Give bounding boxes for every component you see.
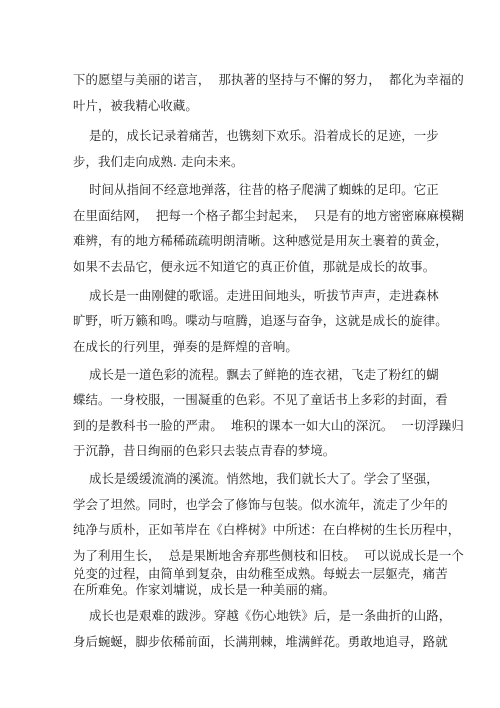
text-line: 叶片，被我精心收藏。 — [73, 98, 198, 113]
text-line: 难辨，有的地方稀稀疏疏明朗清晰。这种感觉是用灰土裹着的黄金， — [73, 233, 448, 248]
text-line: 成长是一道色彩的流程。飘去了鲜艳的连衣裙，飞走了粉红的蝴 — [89, 367, 439, 382]
text-line: 为了利用生长， 总是果断地舍弃那些侧枝和旧枝。 可以说成长是一个 — [73, 548, 464, 563]
text-line: 在里面结网， 把每一个格子都尘封起来， 只是有的地方密密麻麻模糊 — [73, 208, 464, 223]
text-line: 步，我们走向成熟. 走向未来。 — [73, 154, 244, 169]
text-line: 成长是缓缓流淌的溪流。悄然地，我们就长大了。学会了坚强， — [89, 471, 439, 486]
text-line: 纯净与质朴，正如苇岸在《白桦树》中所述：在白桦树的生长历程中， — [73, 522, 461, 537]
text-line: 学会了坦然。同时，也学会了修饰与包装。似水流年，流走了少年的 — [73, 497, 448, 512]
text-line: 成长是一曲刚健的歌谣。走进田间地头，听拔节声声，走进森林 — [89, 288, 439, 303]
text-line: 于沉静，昔日绚丽的色彩只去装点青春的梦境。 — [73, 443, 336, 458]
text-line: 时间从指间不经意地弹落，往昔的格子爬满了蜘蛛的足印。它正 — [89, 182, 439, 197]
text-line: 身后蜿蜒，脚步依稀前面，长满荆棘，堆满鲜花。勇敢地追寻，路就 — [73, 634, 448, 649]
text-line: 旷野，听万籁和鸣。喋动与喧腾，追逐与奋争，这就是成长的旋律。 — [73, 313, 448, 328]
text-line: 在所难免。作家刘墉说，成长是一种美丽的痛。 — [73, 582, 336, 597]
text-line: 兑变的过程，由简单到复杂，由幼稚至成熟。每蜕去一层躯壳，痛苦 — [73, 566, 448, 581]
text-line: 成长也是艰难的跋涉。穿越《伤心地铁》后，是一条曲折的山路， — [89, 608, 452, 623]
text-line: 下的愿望与美丽的诺言， 那执著的坚持与不懈的努力， 都化为幸福的 — [73, 72, 464, 87]
text-line: 在成长的行列里，弹奏的是辉煌的音响。 — [73, 339, 298, 354]
text-line: 蝶结。一身校服，一围凝重的色彩。不见了童话书上多彩的封面，看 — [73, 392, 448, 407]
text-line: 如果不去品它，便永远不知道它的真正价值，那就是成长的故事。 — [73, 259, 436, 274]
text-line: 到的是教科书一脸的严肃。 堆积的课本一如大山的深沉。 一切浮躁归 — [73, 418, 464, 433]
text-line: 是的，成长记录着痛苦，也镌刻下欢乐。沿着成长的足迹，一步 — [89, 128, 439, 143]
